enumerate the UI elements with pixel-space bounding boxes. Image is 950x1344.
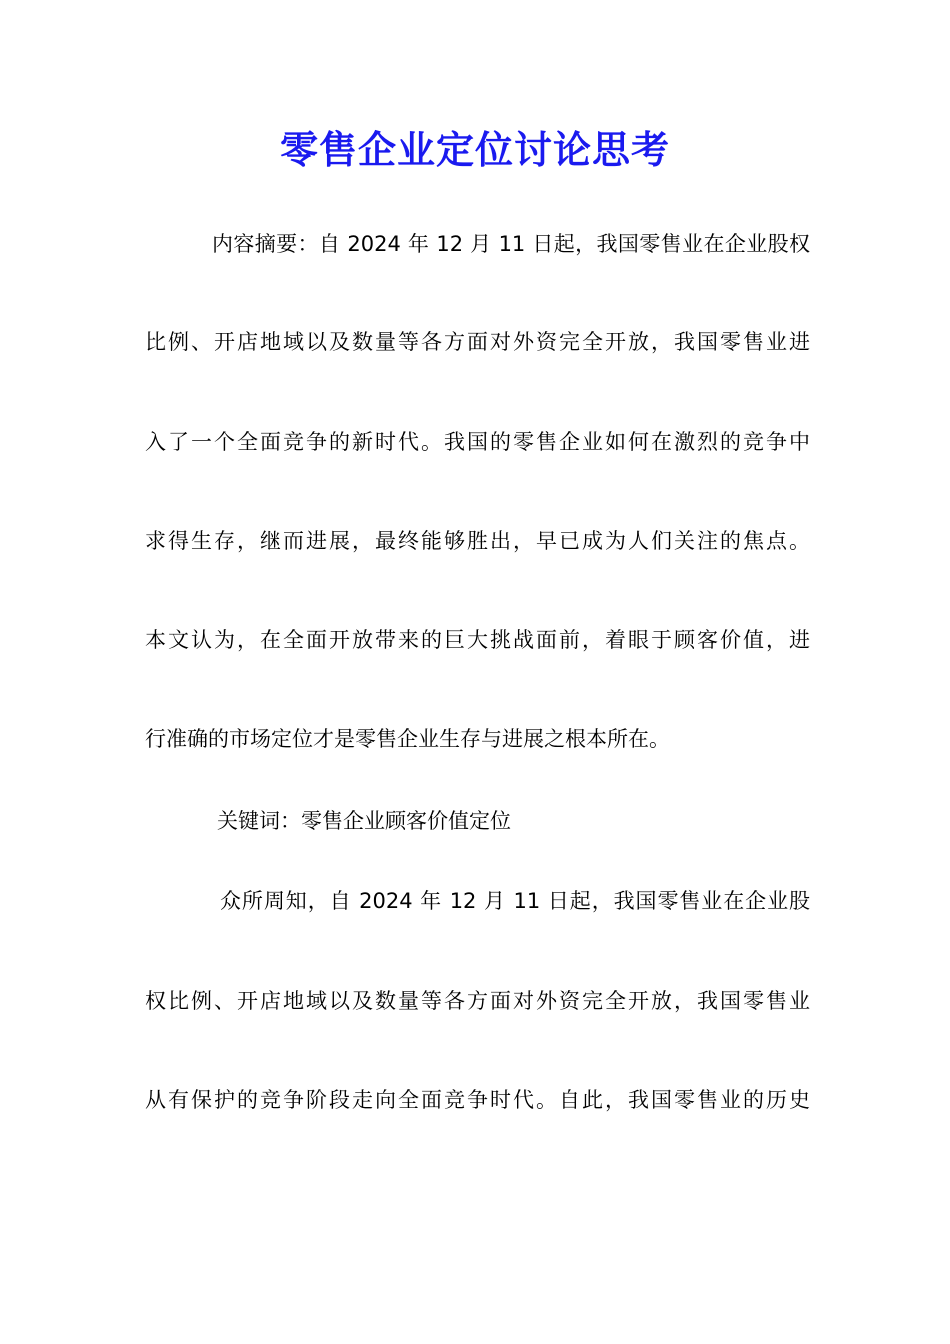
body-line: 权比例、开店地域以及数量等各方面对外资完全开放，我国零售业	[145, 989, 810, 1013]
abstract-line: 比例、开店地域以及数量等各方面对外资完全开放，我国零售业进	[145, 330, 810, 354]
page-title: 零售企业定位讨论思考	[279, 127, 670, 172]
abstract-line: 行准确的市场定位才是零售企业生存与进展之根本所在。	[145, 727, 670, 751]
abstract-line: 内容摘要：自 2024 年 12 月 11 日起，我国零售业在企业股权	[212, 232, 810, 256]
body-line: 从有保护的竞争阶段走向全面竞争时代。自此，我国零售业的历史	[145, 1088, 810, 1112]
abstract-line: 求得生存，继而进展，最终能够胜出，早已成为人们关注的焦点。	[145, 529, 810, 553]
abstract-line: 本文认为，在全面开放带来的巨大挑战面前，着眼于顾客价值，进	[145, 628, 810, 652]
body-line: 众所周知，自 2024 年 12 月 11 日起，我国零售业在企业股	[220, 889, 810, 913]
abstract-line: 入了一个全面竞争的新时代。我国的零售企业如何在激烈的竞争中	[145, 430, 810, 454]
keywords-line: 关键词：零售企业顾客价值定位	[217, 809, 511, 833]
